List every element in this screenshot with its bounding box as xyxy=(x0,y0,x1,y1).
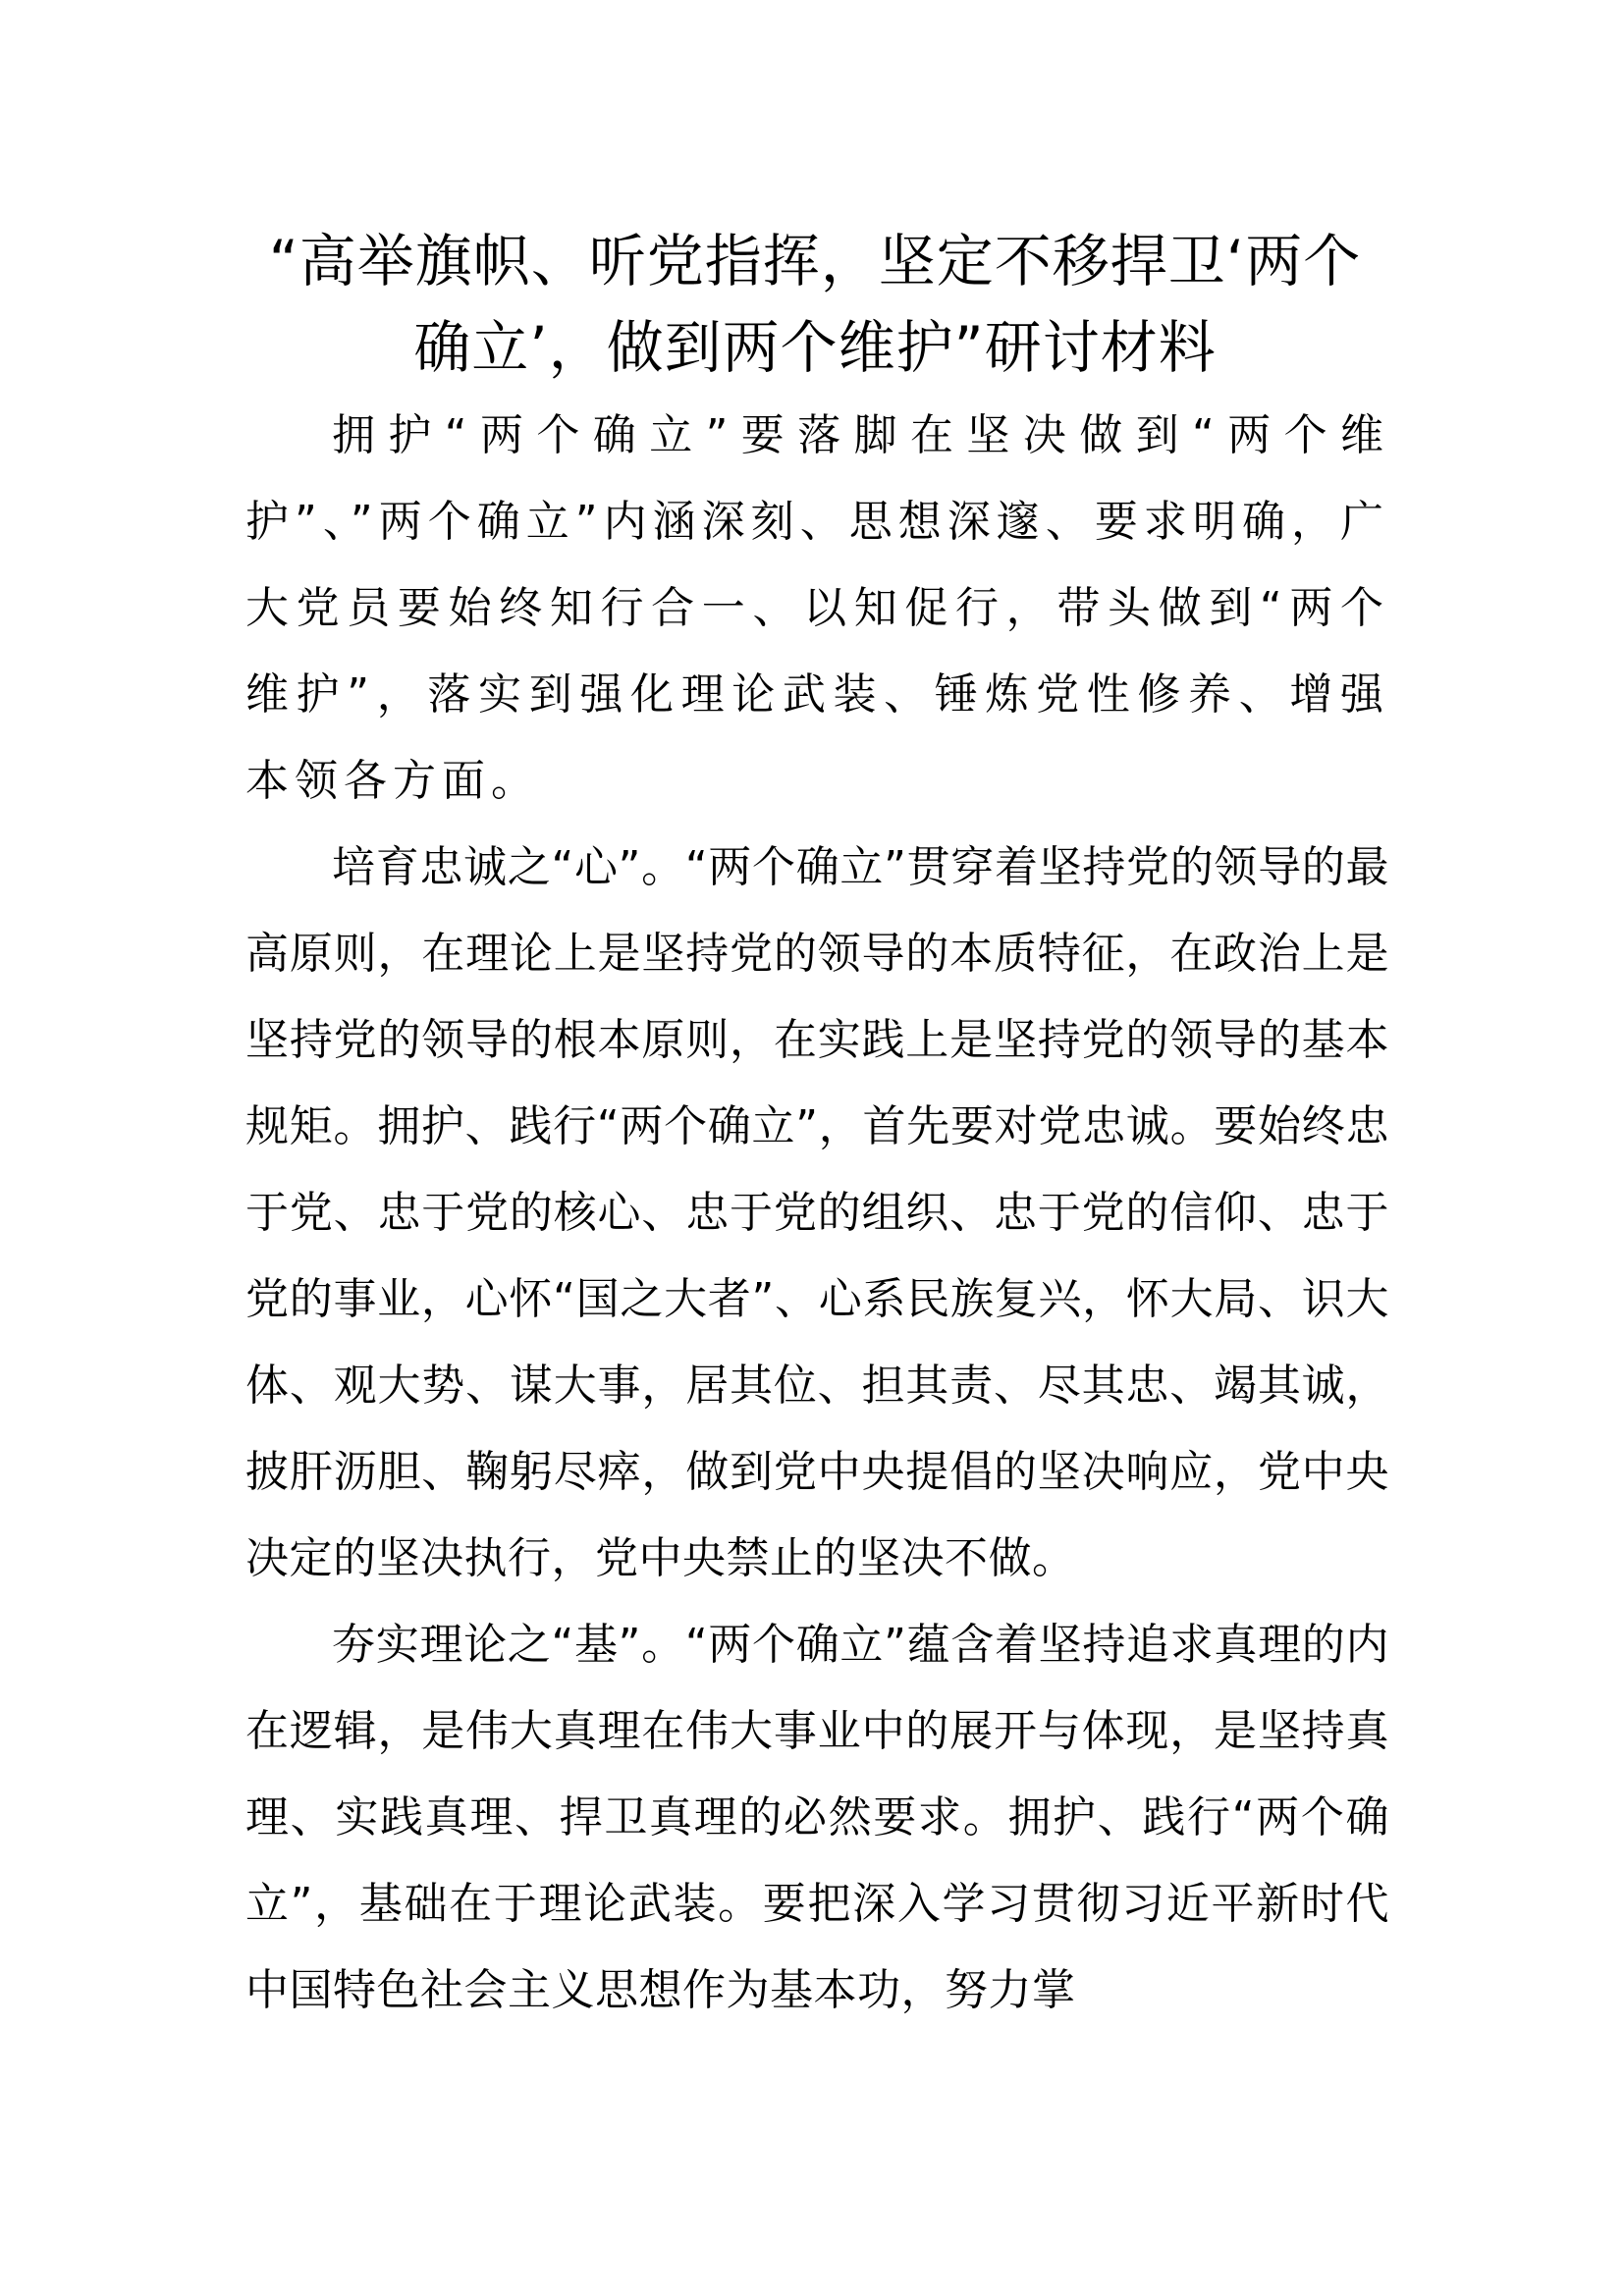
paragraph-3: 夯实理论之“基”。“两个确立”蕴含着坚持追求真理的内在逻辑，是伟大真理在伟大事业中的展开与体现，是坚持真理、实践真理、捍卫真理的必然要求。拥护、践行“两个确立”，基础在于理论武装。要把深入学习贯彻习近平新时代中国特色社会主义思想作为基本功，努力掌 xyxy=(245,1620,1389,2015)
document-title: “高举旗帜、听党指挥，坚定不移捍卫‘两个确立’，做到两个维护”研讨材料 xyxy=(268,228,1362,381)
paragraph-2: 培育忠诚之“心”。“两个确立”贯穿着坚持党的领导的最高原则，在理论上是坚持党的领导的本质特征，在政治上是坚持党的领导的根本原则，在实践上是坚持党的领导的基本规矩。拥护、践行“两个确立”，首先要对党忠诚。要始终忠于党、忠于党的核心、忠于党的组织、忠于党的信仰、忠于党的事业，心怀“国之大者”、心系民族复兴，怀大局、识大体、观大势、谋大事，居其位、担其责、尽其忠、竭其诚，披肝沥胆、鞠躬尽瘁，做到党中央提倡的坚决响应，党中央决定的坚决执行，党中央禁止的坚决不做。 xyxy=(245,842,1389,1583)
document-body xyxy=(245,393,1389,2034)
paragraph-1: 拥护“两个确立”要落脚在坚决做到“两个维护”、”两个确立”内涵深刻、思想深邃、要求明确，广大党员要始终知行合一、以知促行，带头做到“两个维护”，落实到强化理论武装、锤炼党性修养、增强本领各方面。 xyxy=(245,410,1389,806)
